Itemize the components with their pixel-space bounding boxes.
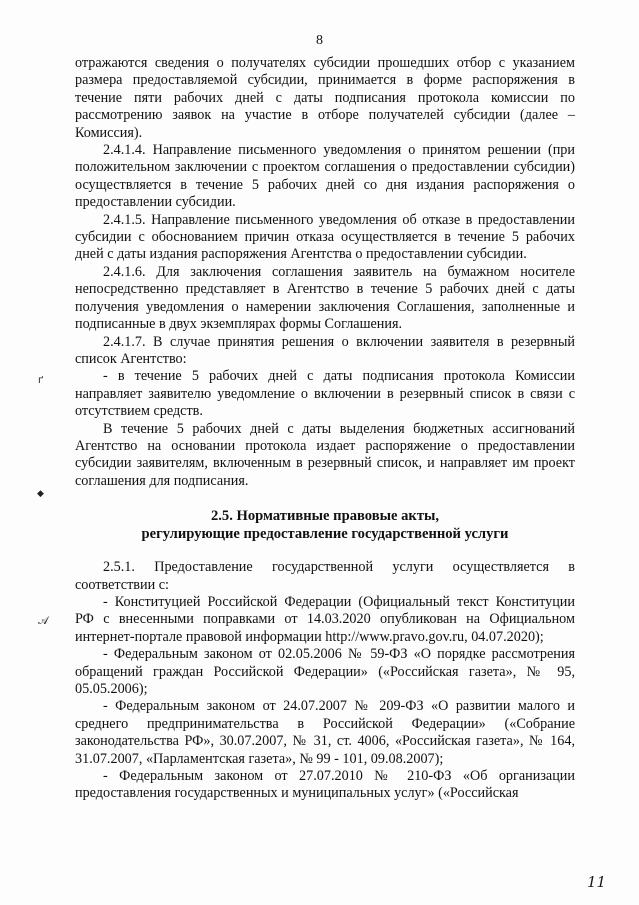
paragraph-2-4-1-7: 2.4.1.7. В случае принятия решения о включении заявителя в резервный список Агентство: [75, 333, 575, 367]
paragraph-2-4-1-5: 2.4.1.5. Направление письменного уведомления об отказе в предоставлении субсидии с обоснованием причин отказа осуществляется в течение 5 рабочих дней с даты издания распоряжения Агентства о предоставлении субсидии. [75, 211, 575, 263]
paragraph-2-4-1-6: 2.4.1.6. Для заключения соглашения заявитель на бумажном носителе непосредственно представляет в Агентство в течение 5 рабочих дней с даты получения уведомления о намерении заключения Соглашения, заполненные и подписанные в двух экземплярах формы Соглашения. [75, 263, 575, 333]
section-heading-line-1: 2.5. Нормативные правовые акты, [210, 508, 440, 525]
page-number: 8 [316, 33, 323, 48]
margin-mark-2: ◆ [37, 489, 44, 499]
list-item-constitution: - Конституцией Российской Федерации (Официальный текст Конституции РФ с внесенными поправками от 14.03.2020 опубликован на Официальном интернет-портале правовой информации http://www.pravo.gov.ru, 04.07.2020); [75, 593, 575, 645]
paragraph-reserve-allocation: В течение 5 рабочих дней с даты выделения бюджетных ассигнований Агентство на основании протокола издает распоряжение о предоставлении субсидии заявителям, включенным в резервный список, и направляет им проект соглашения для подписания. [75, 420, 575, 489]
list-item-law-209-fz: - Федеральным законом от 24.07.2007 № 209-ФЗ «О развитии малого и среднего предпринимательства в Российской Федерации» («Собрание законодательства РФ», 30.07.2007, № 31, ст. 4006, «Российская газета», № 164, 31.07.2007, «Парламентская газета», № 99 - 101, 09.08.2007); [75, 698, 575, 767]
paragraph-2-4-1-4: 2.4.1.4. Направление письменного уведомления о принятом решении (при положительном заключении с проектом соглашения о предоставлении субсидии) осуществляется в течение 5 рабочих дней со дня издания распоряжения о предоставлении субсидии. [75, 142, 575, 211]
margin-mark-3: 𝒜 [38, 614, 49, 627]
handwritten-page-note: 11 [587, 873, 607, 891]
section-heading [75, 507, 575, 543]
paragraph-2-5-1: 2.5.1. Предоставление государственной услуги осуществляется в соответствии с: [75, 559, 575, 593]
list-item-law-59-fz: - Федеральным законом от 02.05.2006 № 59-ФЗ «О порядке рассмотрения обращений граждан Российской Федерации» («Российская газета», № 95, 05.05.2006); [75, 646, 575, 697]
list-item-law-210-fz: - Федеральным законом от 27.07.2010 № 210-ФЗ «Об организации предоставления государственных и муниципальных услуг» («Российская [75, 768, 575, 802]
margin-mark-1: ґ [38, 375, 44, 386]
paragraph-reserve-notice: - в течение 5 рабочих дней с даты подписания протокола Комиссии направляет заявителю уведомление о включении в резервный список в связи с отсутствием средств. [75, 368, 575, 420]
document-body [75, 55, 575, 803]
section-heading-line-2: регулирующие предоставление государственной услуги [141, 526, 509, 543]
paragraph-continuation: отражаются сведения о получателях субсидии прошедших отбор с указанием размера предоставляемой субсидии, принимается в форме распоряжения в течение пяти рабочих дней с даты подписания протокола комиссии по рассмотрению заявок на участие в отборе получателей субсидии (далее – Комиссия). [75, 55, 575, 141]
